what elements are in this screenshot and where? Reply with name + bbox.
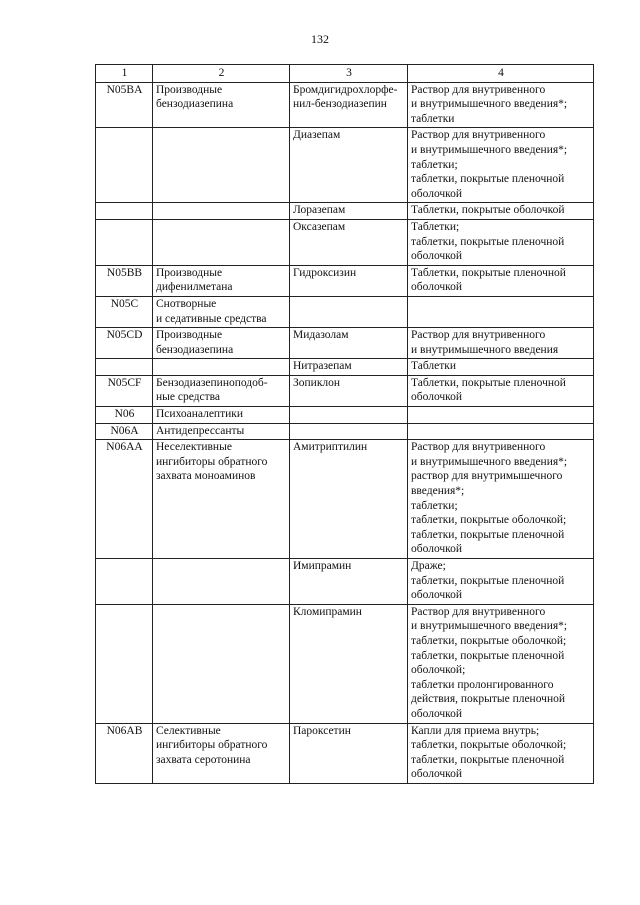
table-row [96, 219, 594, 265]
drug-name-cell: Зопиклон [290, 375, 408, 406]
dosage-form-cell [408, 407, 594, 424]
drug-name-cell: Бромдигидрохлорфе- нил-бензодиазепин [290, 82, 408, 128]
table-row [96, 265, 594, 296]
atc-code-cell [96, 359, 153, 376]
table-row [96, 407, 594, 424]
group-cell: Бензодиазепиноподоб- ные средства [153, 375, 290, 406]
drug-name-cell [290, 423, 408, 440]
drug-name-cell [290, 407, 408, 424]
atc-code-cell: N05BA [96, 82, 153, 128]
table-row [96, 423, 594, 440]
drug-name-cell: Кломипрамин [290, 604, 408, 723]
drug-name-cell: Имипрамин [290, 559, 408, 605]
atc-code-cell: N06 [96, 407, 153, 424]
table-row [96, 328, 594, 359]
dosage-form-cell: Таблетки [408, 359, 594, 376]
dosage-form-cell: Драже; таблетки, покрытые пленочной оболочкой [408, 559, 594, 605]
group-cell [153, 203, 290, 220]
table-row [96, 296, 594, 327]
dosage-form-cell: Таблетки, покрытые пленочной оболочкой [408, 265, 594, 296]
atc-code-cell [96, 203, 153, 220]
atc-code-cell: N05BB [96, 265, 153, 296]
dosage-form-cell: Раствор для внутривенного и внутримышечного введения [408, 328, 594, 359]
dosage-form-cell [408, 296, 594, 327]
drug-name-cell: Нитразепам [290, 359, 408, 376]
group-cell: Производные бензодиазепина [153, 328, 290, 359]
group-cell: Неселективные ингибиторы обратного захвата моноаминов [153, 440, 290, 559]
dosage-form-cell: Таблетки, покрытые пленочной оболочкой [408, 375, 594, 406]
drug-table [95, 64, 594, 784]
atc-code-cell [96, 128, 153, 203]
table-row [96, 559, 594, 605]
header-col-4: 4 [408, 65, 594, 83]
table-row [96, 82, 594, 128]
atc-code-cell [96, 604, 153, 723]
group-cell: Производные дифенилметана [153, 265, 290, 296]
header-col-1: 1 [96, 65, 153, 83]
header-col-2: 2 [153, 65, 290, 83]
drug-name-cell [290, 296, 408, 327]
group-cell [153, 559, 290, 605]
drug-name-cell: Лоразепам [290, 203, 408, 220]
table-header-row [96, 65, 594, 83]
table-row [96, 440, 594, 559]
atc-code-cell: N05C [96, 296, 153, 327]
dosage-form-cell: Таблетки, покрытые оболочкой [408, 203, 594, 220]
drug-name-cell: Диазепам [290, 128, 408, 203]
page-number: 132 [311, 32, 329, 46]
drug-name-cell: Пароксетин [290, 723, 408, 783]
header-col-3: 3 [290, 65, 408, 83]
group-cell: Производные бензодиазепина [153, 82, 290, 128]
atc-code-cell [96, 559, 153, 605]
atc-code-cell: N06AB [96, 723, 153, 783]
dosage-form-cell: Таблетки; таблетки, покрытые пленочной оболочкой [408, 219, 594, 265]
dosage-form-cell: Раствор для внутривенного и внутримышечного введения*; таблетки; таблетки, покрытые пленочной оболочкой [408, 128, 594, 203]
group-cell [153, 359, 290, 376]
drug-name-cell: Оксазепам [290, 219, 408, 265]
group-cell: Селективные ингибиторы обратного захвата серотонина [153, 723, 290, 783]
table-row [96, 375, 594, 406]
group-cell: Психоаналептики [153, 407, 290, 424]
atc-code-cell: N06AA [96, 440, 153, 559]
atc-code-cell: N05CF [96, 375, 153, 406]
atc-code-cell [96, 219, 153, 265]
dosage-form-cell: Раствор для внутривенного и внутримышечного введения*; таблетки, покрытые оболочкой; таблетки, покрытые пленочной оболочкой; таблетки пролонгированного действия, покрытые пленочной оболочкой [408, 604, 594, 723]
table-row [96, 203, 594, 220]
group-cell [153, 604, 290, 723]
table-row [96, 128, 594, 203]
dosage-form-cell [408, 423, 594, 440]
table-body [96, 82, 594, 783]
group-cell: Снотворные и седативные средства [153, 296, 290, 327]
atc-code-cell: N06A [96, 423, 153, 440]
dosage-form-cell: Раствор для внутривенного и внутримышечного введения*; таблетки [408, 82, 594, 128]
table-row [96, 604, 594, 723]
drug-name-cell: Амитриптилин [290, 440, 408, 559]
dosage-form-cell: Капли для приема внутрь; таблетки, покрытые оболочкой; таблетки, покрытые пленочной оболочкой [408, 723, 594, 783]
group-cell [153, 128, 290, 203]
atc-code-cell: N05CD [96, 328, 153, 359]
table-row [96, 723, 594, 783]
dosage-form-cell: Раствор для внутривенного и внутримышечного введения*; раствор для внутримышечного введения*; таблетки; таблетки, покрытые оболочкой; таблетки, покрытые пленочной оболочкой [408, 440, 594, 559]
group-cell [153, 219, 290, 265]
group-cell: Антидепрессанты [153, 423, 290, 440]
drug-name-cell: Гидроксизин [290, 265, 408, 296]
drug-name-cell: Мидазолам [290, 328, 408, 359]
table-row [96, 359, 594, 376]
